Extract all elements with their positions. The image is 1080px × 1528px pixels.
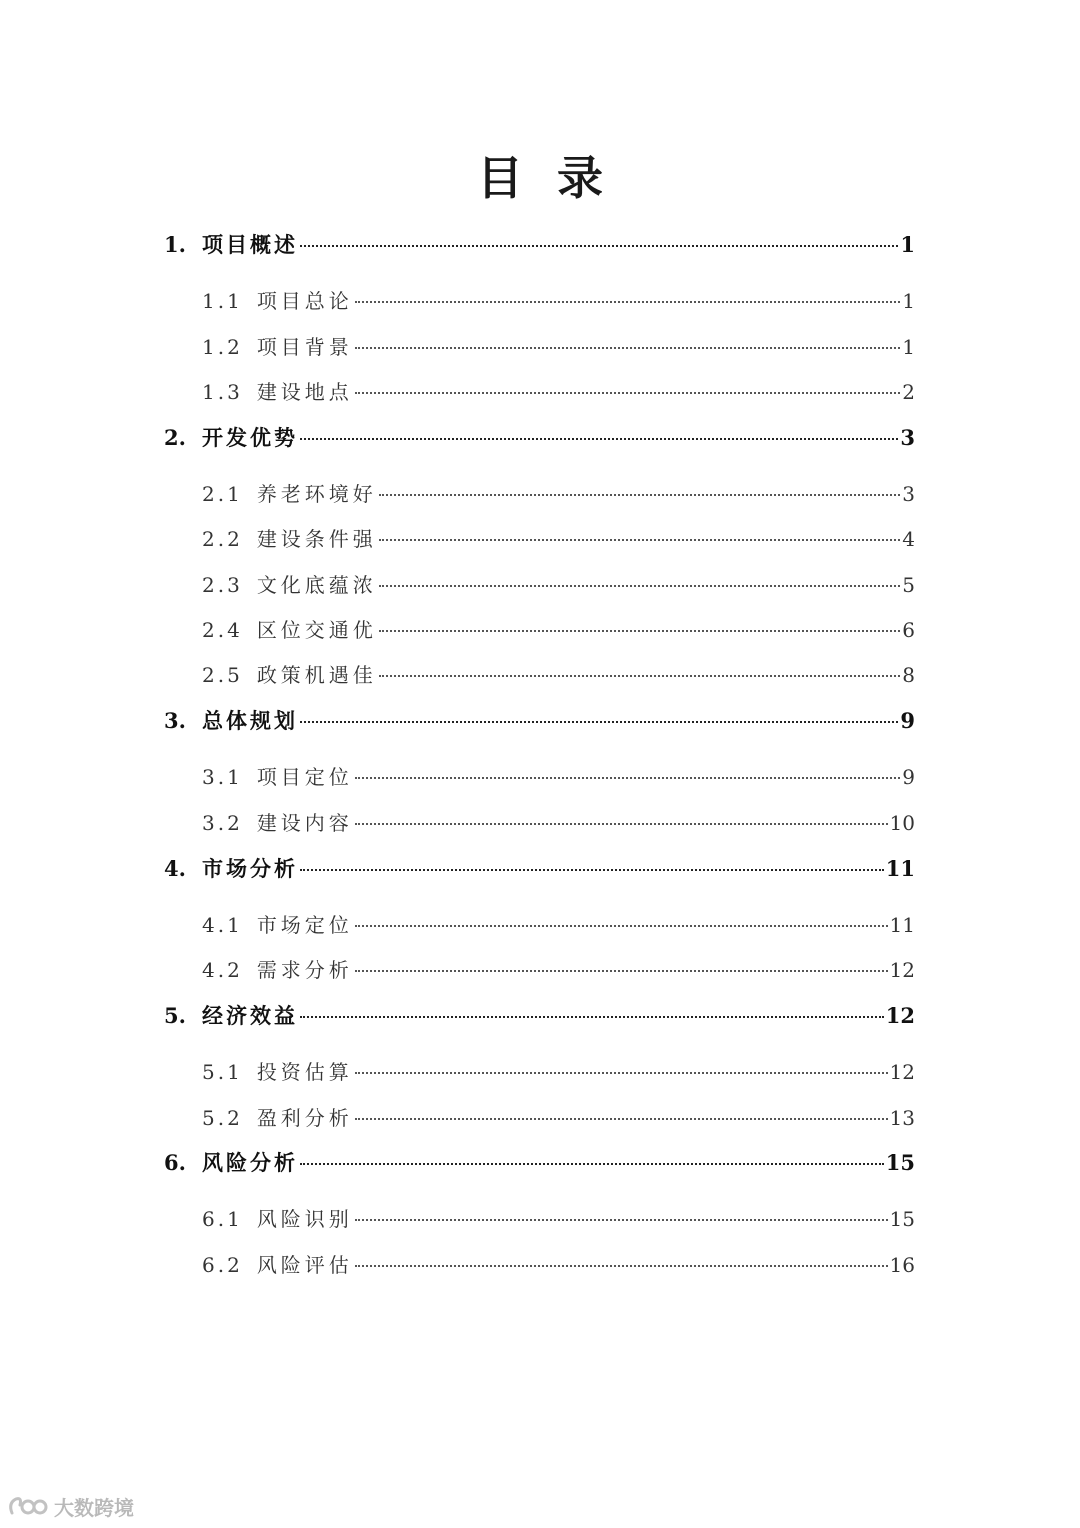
toc-entry-page-number: 4: [902, 527, 915, 551]
toc-chapter-row[interactable]: [164, 853, 915, 883]
toc-entry-number: 4.2: [202, 958, 243, 982]
watermark-text: 大数跨境: [54, 1496, 134, 1520]
toc-section-row[interactable]: [202, 807, 915, 837]
toc-entry-label: 项目概述: [202, 232, 298, 257]
toc-entry-number: 2.3: [202, 573, 243, 597]
toc-entry-label: 风险识别: [256, 1207, 353, 1231]
toc-entry-label: 养老环境好: [256, 482, 377, 506]
toc-entry-number: 3.1: [202, 765, 243, 789]
toc-dot-leader: [355, 925, 888, 927]
toc-section-row[interactable]: [202, 376, 915, 406]
toc-section-row[interactable]: [202, 761, 915, 791]
toc-entry-number: 5.: [164, 1003, 186, 1028]
toc-dot-leader: [300, 869, 884, 871]
toc-entry-label: 经济效益: [202, 1003, 298, 1028]
toc-entry-number: 1.2: [202, 335, 243, 359]
toc-section-row[interactable]: [202, 659, 915, 689]
toc-chapter-row[interactable]: [164, 1000, 915, 1030]
page-title-char: 录: [557, 151, 603, 205]
toc-entry-page-number: 16: [889, 1253, 915, 1277]
toc-entry-label: 市场分析: [202, 856, 298, 881]
toc-section-row[interactable]: [202, 285, 915, 315]
toc-entry-page-number: 3: [900, 425, 915, 450]
toc-dot-leader: [379, 630, 900, 632]
toc-entry-label: 政策机遇佳: [256, 663, 377, 687]
toc-entry-page-number: 3: [902, 482, 915, 506]
toc-dot-leader: [355, 970, 888, 972]
toc-chapter-row[interactable]: [164, 1147, 915, 1177]
toc-dot-leader: [300, 245, 898, 247]
toc-entry-label: 风险分析: [202, 1150, 298, 1175]
toc-chapter-row[interactable]: [164, 422, 915, 452]
toc-entry-label: 投资估算: [256, 1060, 353, 1084]
toc-dot-leader: [355, 1072, 888, 1074]
toc-entry-number: 5.2: [202, 1106, 243, 1130]
toc-entry-label: 需求分析: [256, 958, 353, 982]
toc-entry-page-number: 15: [889, 1207, 915, 1231]
toc-dot-leader: [355, 823, 888, 825]
toc-dot-leader: [379, 585, 900, 587]
toc-entry-label: 区位交通优: [256, 618, 377, 642]
toc-dot-leader: [355, 1265, 888, 1267]
toc-entry-number: 1.: [164, 232, 186, 257]
toc-dot-leader: [355, 1219, 888, 1221]
watermark: [6, 1492, 134, 1521]
toc-entry-label: 风险评估: [256, 1253, 353, 1277]
toc-entry-label: 项目背景: [256, 335, 353, 359]
toc-dot-leader: [355, 301, 900, 303]
toc-entry-page-number: 9: [900, 708, 915, 733]
toc-entry-page-number: 11: [889, 913, 915, 937]
toc-entry-number: 2.5: [202, 663, 243, 687]
toc-dot-leader: [379, 539, 900, 541]
toc-entry-number: 5.1: [202, 1060, 243, 1084]
toc-section-row[interactable]: [202, 954, 915, 984]
toc-entry-page-number: 2: [902, 380, 915, 404]
toc-entry-page-number: 6: [902, 618, 915, 642]
toc-entry-number: 2.1: [202, 482, 243, 506]
toc-entry-number: 6.1: [202, 1207, 243, 1231]
toc-entry-label: 建设地点: [256, 380, 353, 404]
toc-entry-page-number: 1: [900, 232, 915, 257]
toc-dot-leader: [355, 392, 900, 394]
toc-entry-number: 6.2: [202, 1253, 243, 1277]
toc-entry-page-number: 1: [902, 289, 915, 313]
toc-dot-leader: [300, 1016, 884, 1018]
toc-entry-number: 1.1: [202, 289, 243, 313]
toc-entry-label: 建设内容: [256, 811, 353, 835]
toc-entry-label: 项目总论: [256, 289, 353, 313]
toc-entry-label: 盈利分析: [256, 1106, 353, 1130]
toc-entry-page-number: 10: [889, 811, 915, 835]
toc-section-row[interactable]: [202, 614, 915, 644]
toc-chapter-row[interactable]: [164, 705, 915, 735]
page-title-char: 目: [477, 151, 523, 205]
toc-entry-label: 总体规划: [202, 708, 298, 733]
toc-section-row[interactable]: [202, 1102, 915, 1132]
toc-entry-number: 2.4: [202, 618, 243, 642]
toc-dot-leader: [379, 675, 900, 677]
toc-section-row[interactable]: [202, 478, 915, 508]
toc-dot-leader: [379, 494, 900, 496]
toc-section-row[interactable]: [202, 1056, 915, 1086]
toc-dot-leader: [355, 777, 900, 779]
toc-entry-page-number: 12: [889, 1060, 915, 1084]
toc-dot-leader: [300, 438, 898, 440]
toc-dot-leader: [355, 347, 900, 349]
toc-entry-label: 建设条件强: [256, 527, 377, 551]
toc-entry-number: 6.: [164, 1150, 186, 1175]
toc-section-row[interactable]: [202, 909, 915, 939]
toc-dot-leader: [355, 1118, 888, 1120]
toc-entry-page-number: 15: [885, 1150, 915, 1175]
watermark-logo-icon: [6, 1493, 50, 1521]
toc-entry-page-number: 13: [889, 1106, 915, 1130]
toc-entry-page-number: 11: [885, 856, 915, 881]
toc-entry-page-number: 8: [902, 663, 915, 687]
toc-section-row[interactable]: [202, 523, 915, 553]
toc-entry-number: 2.2: [202, 527, 243, 551]
toc-entry-label: 市场定位: [256, 913, 353, 937]
toc-section-row[interactable]: [202, 1249, 915, 1279]
toc-section-row[interactable]: [202, 1203, 915, 1233]
toc-entry-number: 3.2: [202, 811, 243, 835]
toc-entry-label: 文化底蕴浓: [256, 573, 377, 597]
toc-dot-leader: [300, 721, 898, 723]
toc-entry-label: 项目定位: [256, 765, 353, 789]
toc-entry-number: 4.1: [202, 913, 243, 937]
toc-entry-number: 3.: [164, 708, 186, 733]
toc-entry-number: 2.: [164, 425, 186, 450]
toc-entry-label: 开发优势: [202, 425, 298, 450]
toc-entry-page-number: 1: [902, 335, 915, 359]
toc-entry-page-number: 9: [902, 765, 915, 789]
toc-chapter-row[interactable]: [164, 229, 915, 259]
toc-entry-page-number: 12: [889, 958, 915, 982]
toc-entry-page-number: 12: [885, 1003, 915, 1028]
toc-entry-number: 1.3: [202, 380, 243, 404]
toc-section-row[interactable]: [202, 331, 915, 361]
toc-entry-page-number: 5: [902, 573, 915, 597]
toc-entry-number: 4.: [164, 856, 186, 881]
toc-dot-leader: [300, 1163, 884, 1165]
toc-section-row[interactable]: [202, 569, 915, 599]
